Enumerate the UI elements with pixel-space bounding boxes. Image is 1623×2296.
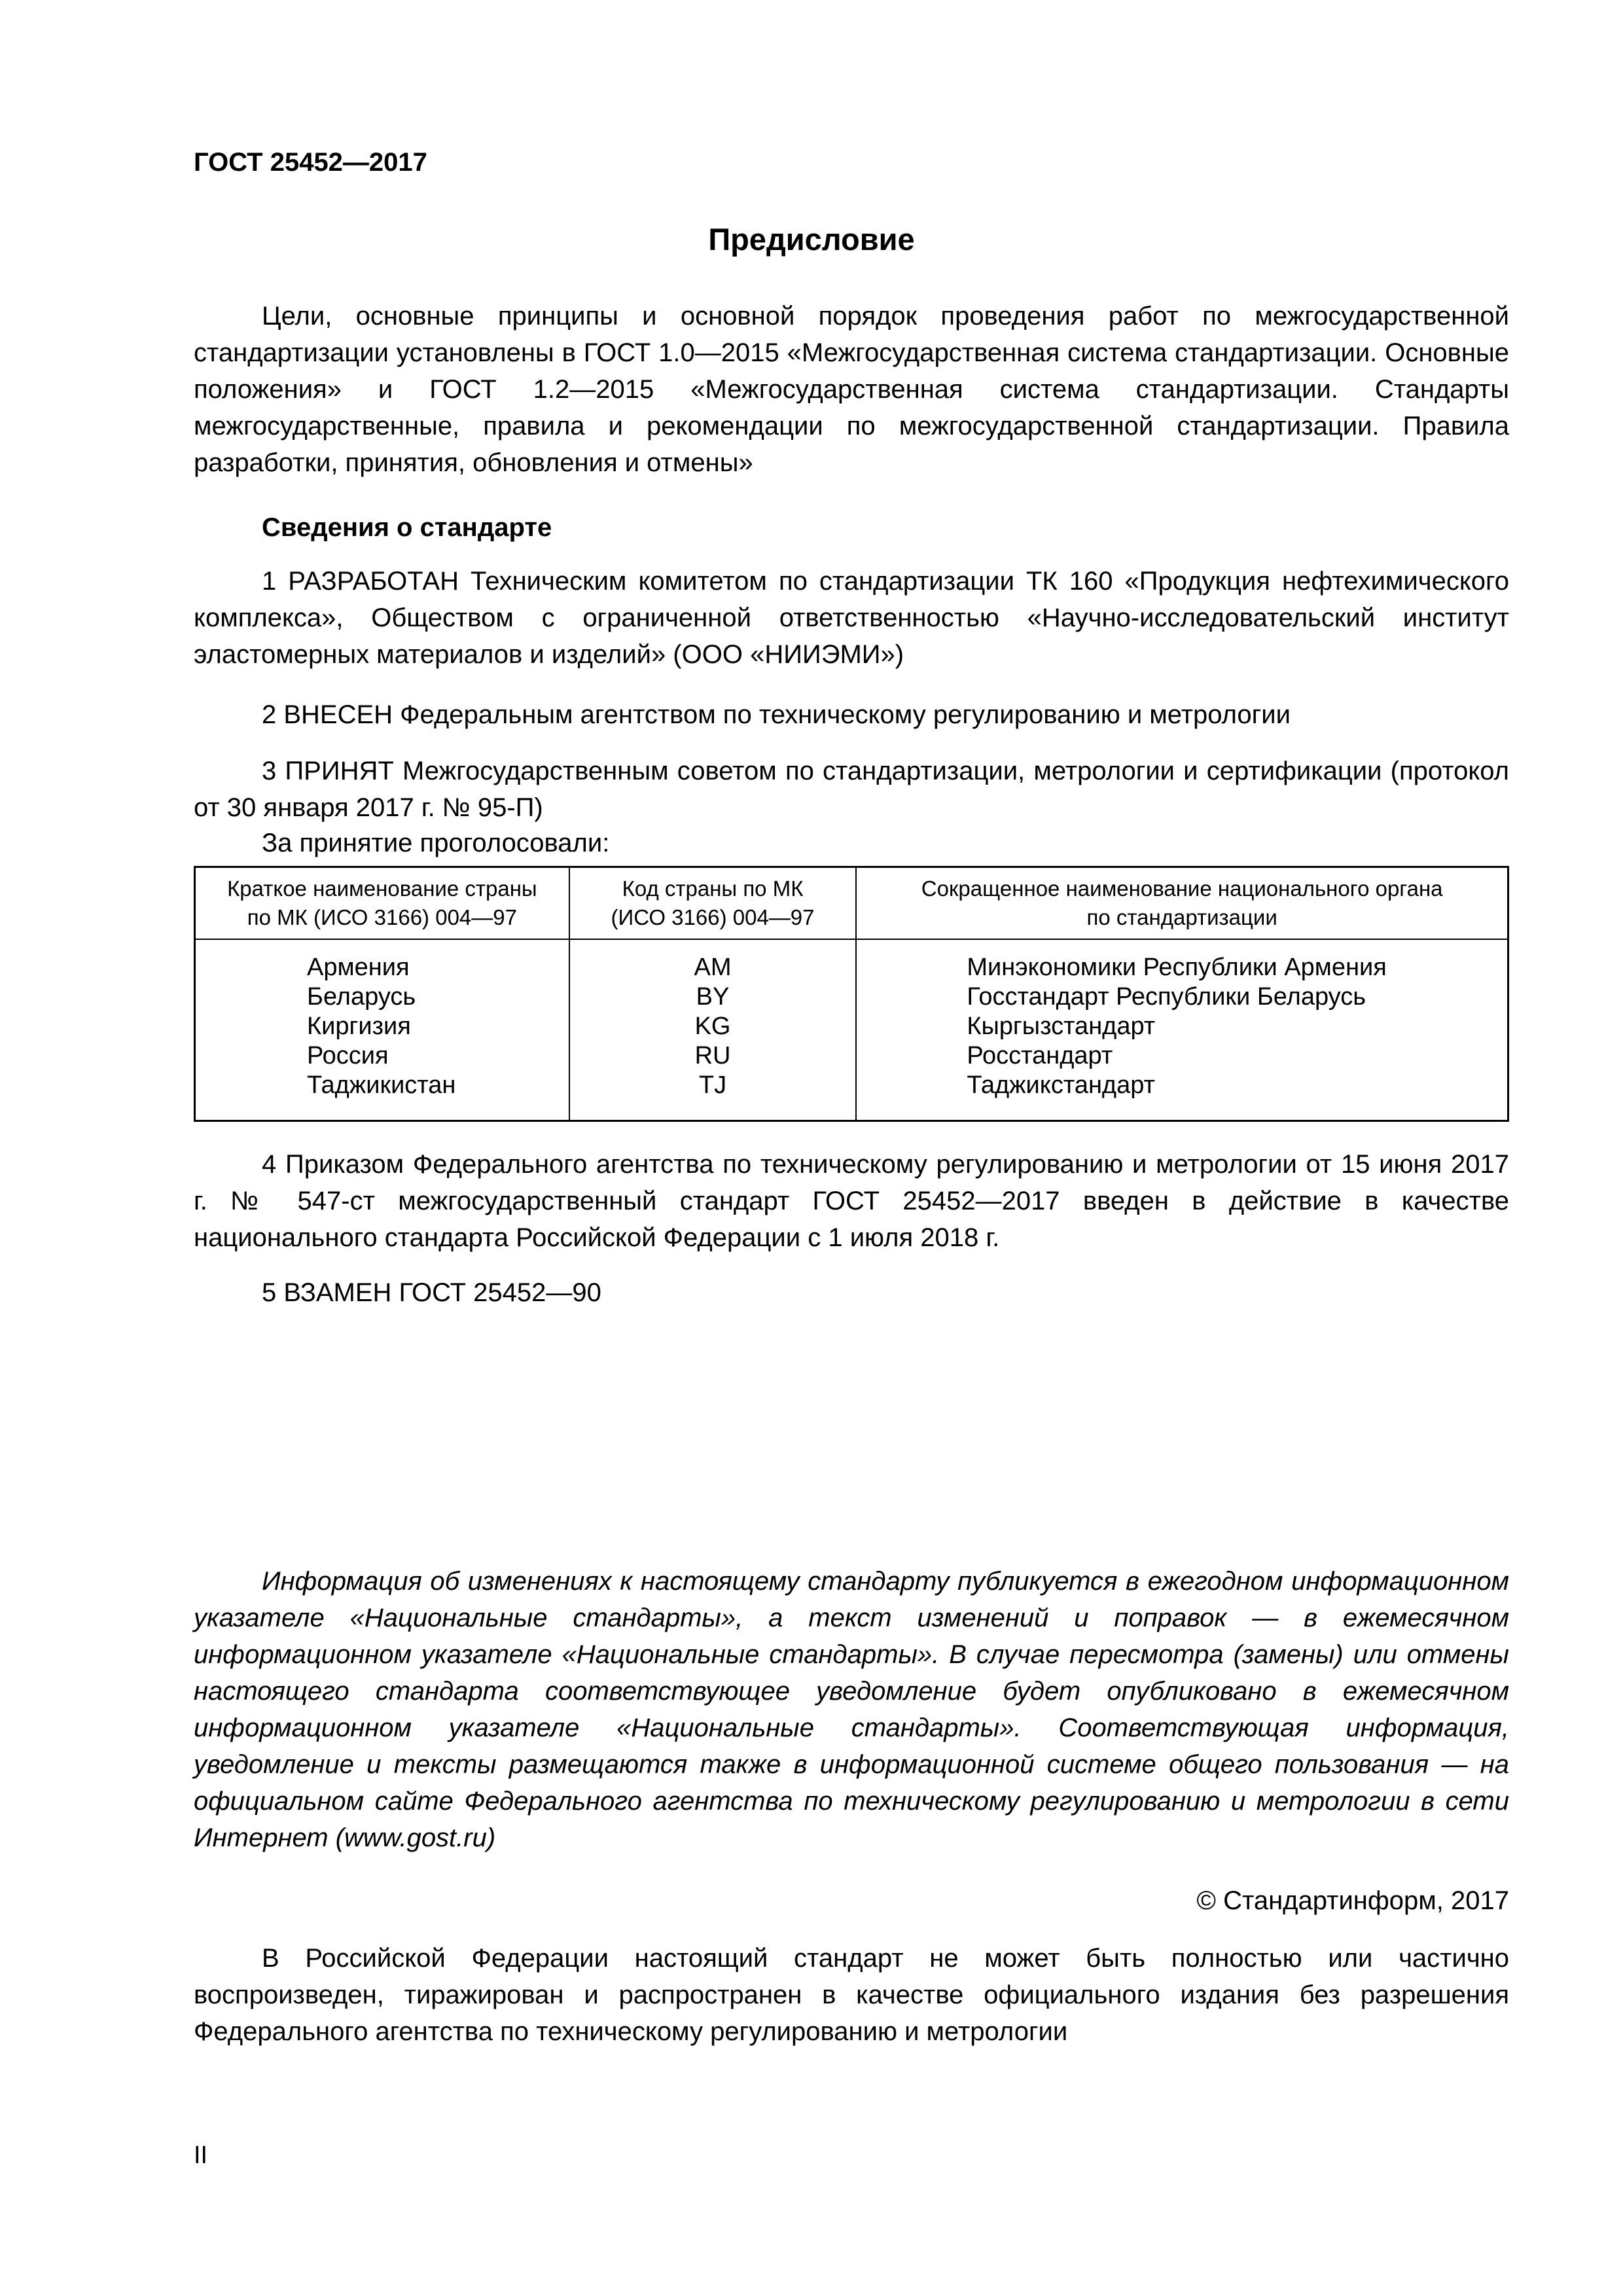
country-cell: Киргизия: [307, 1013, 411, 1040]
table-header-row: [195, 867, 1508, 940]
body-column: [856, 939, 1508, 1121]
voted-label: За принятие проголосовали:: [262, 829, 610, 857]
country-cell: Таджикистан: [307, 1071, 456, 1099]
table-body-row: [195, 939, 1508, 1121]
page-number: II: [194, 2142, 208, 2169]
country-cell: Беларусь: [307, 983, 416, 1011]
code-cell: AM: [694, 954, 732, 981]
body-cell: Минэкономики Республики Армения: [967, 954, 1387, 981]
body-cell: Кыргызстандарт: [967, 1013, 1156, 1040]
code-cell: RU: [694, 1042, 731, 1069]
item-2: 2 ВНЕСЕН Федеральным агентством по техническому регулированию и метрологии: [262, 700, 1291, 729]
reproduction-notice: [194, 1940, 1509, 2050]
col-header-code-line1: Код страны по МК: [622, 876, 804, 901]
body-cell: Росстандарт: [967, 1042, 1113, 1069]
voting-table: [194, 866, 1509, 1122]
col-header-body-line1: Сокращенное наименование национального органа: [921, 876, 1443, 901]
code-cell: TJ: [698, 1071, 727, 1099]
country-column: [195, 939, 569, 1121]
item-4-text: 4 Приказом Федерального агентства по техническому регулированию и метрологии от 15 июня 2017 г. № 547-ст межгосударственный стандарт ГОСТ 25452—2017 введен в действие в качестве национального стандарта Российской Федерации с 1 июля 2018 г.: [194, 1150, 1509, 1252]
item-3-text: 3 ПРИНЯТ Межгосударственным советом по стандартизации, метрологии и сертификации (протокол от 30 января 2017 г. № 95-П): [194, 757, 1509, 822]
changes-info: [194, 1563, 1509, 1856]
col-header-body: [856, 867, 1508, 940]
reproduction-notice-text: В Российской Федерации настоящий стандарт не может быть полностью или частично воспроизведен, тиражирован и распространен в качестве официального издания без разрешения Федерального агентства по техническому регулированию и метрологии: [194, 1944, 1509, 2046]
col-header-code-line2: (ИСО 3166) 004—97: [611, 905, 815, 929]
intro-paragraph: [194, 298, 1509, 481]
item-3: [194, 753, 1509, 826]
item-1: [194, 563, 1509, 673]
code-cell: BY: [696, 983, 730, 1011]
intro-text: Цели, основные принципы и основной порядок проведения работ по межгосударственной стандартизации установлены в ГОСТ 1.0—2015 «Межгосударственная система стандартизации. Основные положения» и ГОСТ 1.2—2015 «Межгосударственная система стандартизации. Стандарты межгосударственные, правила и рекомендации по межгосударственной стандартизации. Правила разработки, принятия, обновления и отмены»: [194, 302, 1509, 477]
item-4: [194, 1146, 1509, 1256]
document-header: ГОСТ 25452—2017: [194, 148, 427, 177]
col-header-country: [195, 867, 569, 940]
col-header-country-line1: Краткое наименование страны: [227, 876, 537, 901]
code-column: [569, 939, 857, 1121]
country-cell: Армения: [307, 954, 410, 981]
copyright: © Стандартинформ, 2017: [1196, 1886, 1509, 1915]
code-cell: KG: [694, 1013, 731, 1040]
col-header-country-line2: по МК (ИСО 3166) 004—97: [247, 905, 517, 929]
col-header-code: [569, 867, 857, 940]
body-cell: Таджикстандарт: [967, 1071, 1155, 1099]
page-title: Предисловие: [708, 222, 915, 257]
item-1-text: 1 РАЗРАБОТАН Техническим комитетом по стандартизации ТК 160 «Продукция нефтехимического комплекса», Обществом с ограниченной ответственностью «Научно-исследовательский институт эластомерных материалов и изделий» (ООО «НИИЭМИ»): [194, 567, 1509, 669]
item-5: 5 ВЗАМЕН ГОСТ 25452—90: [262, 1278, 601, 1307]
changes-info-text: Информация об изменениях к настоящему стандарту публикуется в ежегодном информационном указателе «Национальные стандарты», а текст изменений и поправок — в ежемесячном информационном указателе «Национальные стандарты». В случае пересмотра (замены) или отмены настоящего стандарта соответствующее уведомление будет опубликовано в ежемесячном информационном указателе «Национальные стандарты». Соответствующая информация, уведомление и тексты размещаются также в информационной системе общего пользования — на официальном сайте Федерального агентства по техническому регулированию и метрологии в сети Интернет (www.gost.ru): [194, 1567, 1509, 1852]
country-cell: Россия: [307, 1042, 389, 1069]
col-header-body-line2: по стандартизации: [1086, 905, 1277, 929]
info-heading: Сведения о стандарте: [262, 513, 552, 542]
body-cell: Госстандарт Республики Беларусь: [967, 983, 1366, 1011]
